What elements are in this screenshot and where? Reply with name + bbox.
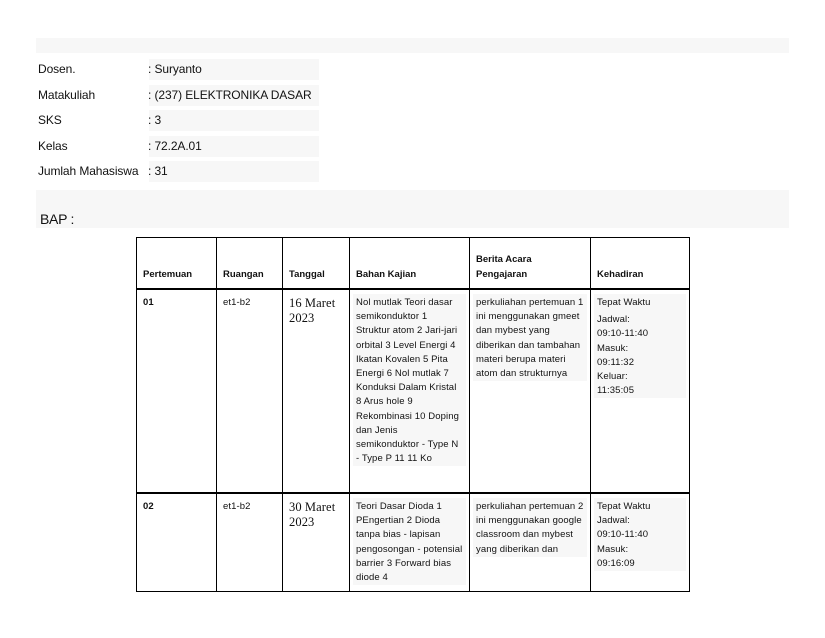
- info-value: : 72.2A.01: [148, 138, 202, 153]
- attendance-value: 09:10-11:40: [597, 328, 649, 340]
- cell-bahan-kajian: Nol mutlak Teori dasar semikonduktor 1 Struktur atom 2 Jari-jari orbital 3 Level Energi 4 Ikatan Kovalen 5 Pita Energi 6 Nol mutlak 7 Konduksi Dalam Kristal 8 Arus hole 9 Rekombinasi 10 Doping dan Jenis semikonduktor - Type N - Type P 11 11 Ko: [350, 289, 470, 493]
- header-bahan-kajian: Bahan Kajian: [350, 238, 470, 290]
- info-value: : (237) ELEKTRONIKA DASAR: [148, 87, 312, 102]
- info-value: : Suryanto: [148, 62, 202, 76]
- info-label: Matakuliah: [38, 87, 96, 102]
- info-row-sks: [36, 109, 319, 135]
- course-info: [36, 58, 319, 186]
- attendance-value: 09:11:32: [597, 356, 635, 368]
- cell-kehadiran: [591, 289, 690, 493]
- info-label: SKS: [38, 113, 62, 127]
- attendance-label: Masuk:: [597, 543, 629, 555]
- info-row-kelas: [36, 135, 319, 161]
- attendance-label: Keluar:: [597, 371, 628, 383]
- info-label: Jumlah Mahasiswa: [38, 164, 139, 178]
- header-berita-acara: Berita Acara Pengajaran: [470, 238, 591, 290]
- cell-pertemuan: 02: [137, 493, 217, 592]
- info-row-jumlah-mahasiswa: [36, 160, 319, 186]
- table-row: [137, 493, 690, 592]
- attendance-status: Tepat Waktu: [597, 501, 651, 512]
- header-pertemuan: Pertemuan: [137, 238, 217, 290]
- header-band: [36, 38, 789, 53]
- bap-heading: BAP :: [40, 211, 75, 227]
- attendance-value: 09:16:09: [597, 557, 635, 569]
- table-header-row: [137, 238, 690, 290]
- value-shade: [149, 161, 319, 182]
- info-value: : 31: [148, 164, 168, 178]
- cell-berita-acara: perkuliahan pertemuan 2 ini menggunakan google classroom dan mybest yang diberikan dan: [470, 493, 591, 592]
- attendance-status: Tepat Waktu: [597, 297, 651, 308]
- bap-table: [136, 237, 690, 592]
- attendance-label: Masuk:: [597, 342, 629, 354]
- attendance-value: 09:10-11:40: [597, 529, 649, 541]
- header-ruangan: Ruangan: [217, 238, 283, 290]
- cell-tanggal: 30 Maret 2023: [283, 493, 350, 592]
- attendance-value: 11:35:05: [597, 385, 635, 397]
- info-label: Kelas: [38, 138, 68, 153]
- info-row-dosen: [36, 58, 319, 84]
- attendance-label: Jadwal:: [597, 515, 630, 527]
- cell-bahan-kajian: Teori Dasar Dioda 1 PEngertian 2 Dioda tanpa bias - lapisan pengosongan - potensial barrier 3 Forward bias diode 4: [350, 493, 470, 592]
- value-shade: [149, 110, 319, 131]
- info-row-matakuliah: [36, 84, 319, 110]
- cell-berita-acara: perkuliahan pertemuan 1 ini menggunakan gmeet dan mybest yang diberikan dan tambahan materi berupa materi atom dan strukturnya: [470, 289, 591, 493]
- info-label: Dosen.: [38, 62, 76, 76]
- cell-tanggal: 16 Maret 2023: [283, 289, 350, 493]
- table-row: [137, 289, 690, 493]
- info-value: : 3: [148, 113, 162, 127]
- header-tanggal: Tanggal: [283, 238, 350, 290]
- cell-pertemuan: 01: [137, 289, 217, 493]
- header-kehadiran: Kehadiran: [591, 238, 690, 290]
- cell-ruangan: et1-b2: [217, 289, 283, 493]
- attendance-label: Jadwal:: [597, 314, 630, 326]
- bap-band: [36, 190, 789, 228]
- cell-ruangan: et1-b2: [217, 493, 283, 592]
- cell-kehadiran: [591, 493, 690, 592]
